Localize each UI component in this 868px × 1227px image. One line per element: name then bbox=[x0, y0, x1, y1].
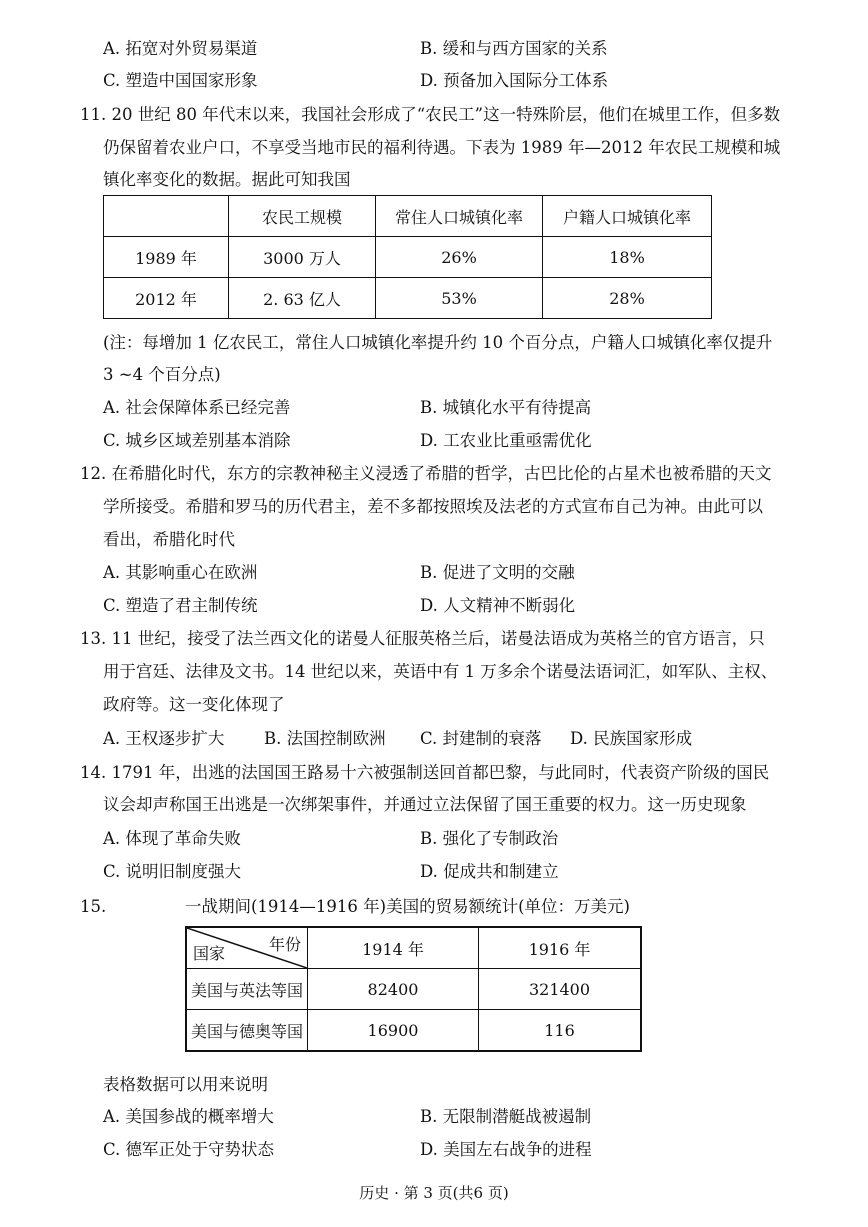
table-corner-cell bbox=[186, 927, 308, 969]
q12-option-b: B. 促进了文明的交融 bbox=[420, 563, 575, 582]
table-cell: 16900 bbox=[308, 1010, 479, 1052]
table-header-cell: 1916 年 bbox=[479, 927, 642, 969]
table-row bbox=[186, 969, 641, 1010]
q13-option-a: A. 王权逐步扩大 bbox=[103, 729, 225, 748]
q14-option-c: C. 说明旧制度强大 bbox=[103, 862, 242, 881]
q14-option-d: D. 促成共和制建立 bbox=[420, 862, 559, 881]
table-header-row bbox=[104, 196, 712, 237]
q10-option-d: D. 预备加入国际分工体系 bbox=[420, 71, 609, 90]
table-header-cell: 农民工规模 bbox=[229, 196, 376, 237]
table-cell: 2. 63 亿人 bbox=[229, 278, 376, 319]
q13-option-b: B. 法国控制欧洲 bbox=[264, 729, 386, 748]
table-cell: 28% bbox=[543, 278, 712, 319]
table-cell: 2012 年 bbox=[104, 278, 229, 319]
table-cell: 26% bbox=[376, 237, 543, 278]
table-header-row bbox=[186, 927, 641, 969]
q15-stem: 表格数据可以用来说明 bbox=[103, 1075, 268, 1094]
q13-stem-line-2: 用于宫廷、法律及文书。14 世纪以来，英语中有 1 万多余个诺曼法语词汇，如军队、主权、 bbox=[103, 662, 778, 681]
q15-table bbox=[185, 926, 642, 1052]
table-cell: 18% bbox=[543, 237, 712, 278]
table-cell: 116 bbox=[479, 1010, 642, 1052]
q11-note-line-1: (注：每增加 1 亿农民工，常住人口城镇化率提升约 10 个百分点，户籍人口城镇化率仅提升 bbox=[103, 333, 773, 352]
q13-stem-line-1: 13. 11 世纪，接受了法兰西文化的诺曼人征服英格兰后，诺曼法语成为英格兰的官方语言，只 bbox=[80, 629, 765, 648]
table-cell: 321400 bbox=[479, 969, 642, 1010]
q11-stem-line-1: 11. 20 世纪 80 年代末以来，我国社会形成了“农民工”这一特殊阶层，他们在城里工作，但多数 bbox=[80, 105, 781, 124]
q14-stem-line-2: 议会却声称国王出逃是一次绑架事件，并通过立法保留了国王重要的权力。这一历史现象 bbox=[103, 795, 747, 814]
q11-option-c: C. 城乡区域差别基本消除 bbox=[103, 431, 291, 450]
q15-number: 15. bbox=[80, 897, 107, 916]
q15-option-a: A. 美国参战的概率增大 bbox=[103, 1107, 274, 1126]
q13-option-c: C. 封建制的衰落 bbox=[420, 729, 542, 748]
q11-table bbox=[103, 195, 712, 319]
q12-option-d: D. 人文精神不断弱化 bbox=[420, 596, 576, 615]
corner-label-year: 年份 bbox=[268, 935, 301, 954]
q15-option-c: C. 德军正处于守势状态 bbox=[103, 1140, 275, 1159]
q14-option-a: A. 体现了革命失败 bbox=[103, 829, 241, 848]
table-header-cell: 户籍人口城镇化率 bbox=[543, 196, 712, 237]
q12-stem-line-1: 12. 在希腊化时代，东方的宗教神秘主义浸透了希腊的哲学，古巴比伦的占星术也被希腊的天文 bbox=[80, 464, 772, 483]
q11-option-d: D. 工农业比重亟需优化 bbox=[420, 431, 592, 450]
table-header-cell: 常住人口城镇化率 bbox=[376, 196, 543, 237]
table-cell: 53% bbox=[376, 278, 543, 319]
table-cell: 美国与德奥等国 bbox=[186, 1010, 308, 1052]
q10-option-c: C. 塑造中国国家形象 bbox=[103, 71, 258, 90]
q10-option-a: A. 拓宽对外贸易渠道 bbox=[103, 39, 258, 58]
table-header-cell: 1914 年 bbox=[308, 927, 479, 969]
q12-option-c: C. 塑造了君主制传统 bbox=[103, 596, 258, 615]
page-footer: 历史 · 第 3 页(共6 页) bbox=[359, 1184, 509, 1202]
table-header-cell bbox=[104, 196, 229, 237]
corner-label-country: 国家 bbox=[193, 944, 226, 963]
q10-option-b: B. 缓和与西方国家的关系 bbox=[420, 39, 608, 58]
q12-stem-line-2: 学所接受。希腊和罗马的历代君主，差不多都按照埃及法老的方式宣布自己为神。由此可以 bbox=[103, 497, 763, 516]
q14-option-b: B. 强化了专制政治 bbox=[420, 829, 559, 848]
q12-stem-line-3: 看出，希腊化时代 bbox=[103, 530, 235, 549]
table-cell: 82400 bbox=[308, 969, 479, 1010]
q11-option-a: A. 社会保障体系已经完善 bbox=[103, 398, 291, 417]
q11-option-b: B. 城镇化水平有待提高 bbox=[420, 398, 592, 417]
q15-table-caption: 一战期间(1914—1916 年)美国的贸易额统计(单位：万美元) bbox=[185, 897, 630, 916]
q11-stem-line-3: 镇化率变化的数据。据此可知我国 bbox=[103, 170, 351, 189]
q15-option-b: B. 无限制潜艇战被遏制 bbox=[420, 1107, 592, 1126]
table-row bbox=[186, 1010, 641, 1052]
table-cell: 1989 年 bbox=[104, 237, 229, 278]
q11-note-line-2: 3 ~4 个百分点) bbox=[103, 365, 221, 384]
table-row bbox=[104, 237, 712, 278]
q15-option-d: D. 美国左右战争的进程 bbox=[420, 1140, 592, 1159]
q12-option-a: A. 其影响重心在欧洲 bbox=[103, 563, 258, 582]
table-row bbox=[104, 278, 712, 319]
q11-stem-line-2: 仍保留着农业户口，不享受当地市民的福利待遇。下表为 1989 年—2012 年农民工规模和城 bbox=[103, 138, 781, 157]
q14-stem-line-1: 14. 1791 年，出逃的法国国王路易十六被强制送回首都巴黎，与此同时，代表资产阶级的国民 bbox=[80, 763, 770, 782]
table-cell: 3000 万人 bbox=[229, 237, 376, 278]
q13-option-d: D. 民族国家形成 bbox=[570, 729, 693, 748]
table-cell: 美国与英法等国 bbox=[186, 969, 308, 1010]
q13-stem-line-3: 政府等。这一变化体现了 bbox=[103, 695, 285, 714]
